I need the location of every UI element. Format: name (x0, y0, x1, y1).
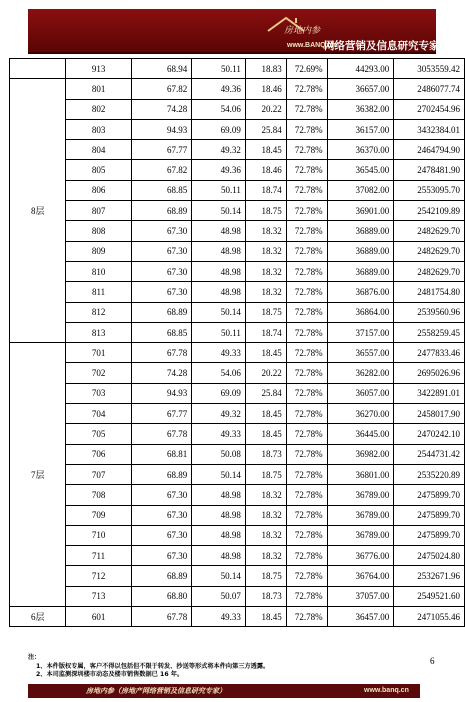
area-cell: 67.30 (131, 261, 192, 281)
inner-cell: 69.09 (192, 383, 246, 403)
floor-cell: 7层 (10, 343, 66, 607)
area-cell: 67.78 (131, 424, 192, 444)
price-cell: 36457.00 (327, 607, 394, 627)
price-cell: 36901.00 (327, 201, 394, 221)
area-cell: 68.89 (131, 201, 192, 221)
total-cell: 2532671.96 (394, 566, 465, 586)
share-cell: 18.45 (245, 404, 286, 424)
area-cell: 67.30 (131, 241, 192, 261)
inner-cell: 49.32 (192, 140, 246, 160)
price-cell: 36876.00 (327, 282, 394, 302)
inner-cell: 49.36 (192, 79, 246, 99)
share-cell: 18.32 (245, 485, 286, 505)
price-cell: 36157.00 (327, 119, 394, 139)
total-cell: 2475899.70 (394, 485, 465, 505)
inner-cell: 48.98 (192, 241, 246, 261)
room-cell: 812 (66, 302, 131, 322)
room-cell: 708 (66, 485, 131, 505)
price-cell: 36282.00 (327, 363, 394, 383)
area-cell: 68.94 (131, 59, 192, 79)
inner-cell: 50.11 (192, 180, 246, 200)
share-cell: 18.32 (245, 241, 286, 261)
ratio-cell: 72.78% (286, 241, 327, 261)
table-row (10, 221, 465, 241)
total-cell: 2702454.96 (394, 99, 465, 119)
area-cell: 74.28 (131, 99, 192, 119)
table-row (10, 464, 465, 484)
room-cell: 811 (66, 282, 131, 302)
price-cell: 36889.00 (327, 241, 394, 261)
room-cell: 813 (66, 322, 131, 342)
area-cell: 94.93 (131, 383, 192, 403)
area-cell: 68.85 (131, 180, 192, 200)
inner-cell: 50.14 (192, 201, 246, 221)
share-cell: 18.75 (245, 566, 286, 586)
ratio-cell: 72.78% (286, 99, 327, 119)
share-cell: 18.45 (245, 424, 286, 444)
table-row (10, 546, 465, 566)
table-row (10, 59, 465, 79)
total-cell: 3432384.01 (394, 119, 465, 139)
total-cell: 2481754.80 (394, 282, 465, 302)
inner-cell: 48.98 (192, 221, 246, 241)
ratio-cell: 72.78% (286, 302, 327, 322)
area-cell: 67.30 (131, 221, 192, 241)
share-cell: 25.84 (245, 383, 286, 403)
total-cell: 2535220.89 (394, 464, 465, 484)
ratio-cell: 72.78% (286, 282, 327, 302)
room-cell: 711 (66, 546, 131, 566)
table-row (10, 586, 465, 606)
share-cell: 18.73 (245, 586, 286, 606)
banner-title: 网络营销及信息研究专家 (324, 40, 440, 52)
price-cell: 44293.00 (327, 59, 394, 79)
table-row (10, 607, 465, 627)
ratio-cell: 72.78% (286, 160, 327, 180)
table-row (10, 424, 465, 444)
floor-cell (10, 59, 66, 79)
ratio-cell: 72.78% (286, 404, 327, 424)
ratio-cell: 72.78% (286, 383, 327, 403)
area-cell: 67.30 (131, 485, 192, 505)
total-cell: 2471055.46 (394, 607, 465, 627)
ratio-cell: 72.78% (286, 180, 327, 200)
price-cell: 36270.00 (327, 404, 394, 424)
price-cell: 36789.00 (327, 505, 394, 525)
ratio-cell: 72.78% (286, 140, 327, 160)
room-cell: 913 (66, 59, 131, 79)
table-row (10, 119, 465, 139)
room-cell: 808 (66, 221, 131, 241)
inner-cell: 50.11 (192, 322, 246, 342)
ratio-cell: 72.78% (286, 343, 327, 363)
share-cell: 18.83 (245, 59, 286, 79)
area-cell: 67.78 (131, 343, 192, 363)
ratio-cell: 72.69% (286, 59, 327, 79)
share-cell: 18.73 (245, 444, 286, 464)
table-row (10, 302, 465, 322)
price-cell: 36789.00 (327, 485, 394, 505)
total-cell: 2486077.74 (394, 79, 465, 99)
table-row (10, 363, 465, 383)
room-cell: 704 (66, 404, 131, 424)
share-cell: 18.75 (245, 302, 286, 322)
ratio-cell: 72.78% (286, 525, 327, 545)
room-cell: 804 (66, 140, 131, 160)
ratio-cell: 72.78% (286, 485, 327, 505)
price-cell: 36445.00 (327, 424, 394, 444)
table-row (10, 99, 465, 119)
inner-cell: 50.14 (192, 566, 246, 586)
room-cell: 712 (66, 566, 131, 586)
room-cell: 810 (66, 261, 131, 281)
room-cell: 807 (66, 201, 131, 221)
area-cell: 67.30 (131, 282, 192, 302)
area-cell: 68.80 (131, 586, 192, 606)
total-cell: 2470242.10 (394, 424, 465, 444)
footer-text: 房地内参（房地产网络营销及信息研究专家） (86, 686, 226, 695)
share-cell: 18.45 (245, 343, 286, 363)
table-row (10, 140, 465, 160)
ratio-cell: 72.78% (286, 546, 327, 566)
table-row (10, 180, 465, 200)
total-cell: 3422891.01 (394, 383, 465, 403)
area-cell: 67.30 (131, 505, 192, 525)
price-cell: 37082.00 (327, 180, 394, 200)
inner-cell: 50.14 (192, 464, 246, 484)
share-cell: 18.45 (245, 140, 286, 160)
inner-cell: 48.98 (192, 546, 246, 566)
inner-cell: 48.98 (192, 505, 246, 525)
price-cell: 36382.00 (327, 99, 394, 119)
total-cell: 2482629.70 (394, 221, 465, 241)
table-row (10, 444, 465, 464)
share-cell: 20.22 (245, 99, 286, 119)
total-cell: 2482629.70 (394, 241, 465, 261)
inner-cell: 49.32 (192, 404, 246, 424)
room-cell: 803 (66, 119, 131, 139)
ratio-cell: 72.78% (286, 464, 327, 484)
page-number: 6 (430, 656, 435, 666)
table-row (10, 525, 465, 545)
total-cell: 2542109.89 (394, 201, 465, 221)
inner-cell: 49.33 (192, 343, 246, 363)
price-cell: 36057.00 (327, 383, 394, 403)
price-cell: 36889.00 (327, 261, 394, 281)
header-banner (28, 9, 440, 54)
ratio-cell: 72.78% (286, 566, 327, 586)
total-cell: 2553095.70 (394, 180, 465, 200)
room-cell: 701 (66, 343, 131, 363)
inner-cell: 48.98 (192, 282, 246, 302)
share-cell: 18.46 (245, 160, 286, 180)
share-cell: 18.32 (245, 505, 286, 525)
total-cell: 2458017.90 (394, 404, 465, 424)
room-cell: 703 (66, 383, 131, 403)
table-row (10, 160, 465, 180)
total-cell: 2478481.90 (394, 160, 465, 180)
ratio-cell: 72.78% (286, 586, 327, 606)
table-row (10, 566, 465, 586)
price-table (9, 58, 465, 627)
footer-url: www.banq.cn (364, 687, 409, 694)
share-cell: 18.45 (245, 607, 286, 627)
area-cell: 67.82 (131, 79, 192, 99)
share-cell: 18.75 (245, 201, 286, 221)
room-cell: 707 (66, 464, 131, 484)
table-row (10, 505, 465, 525)
table-row (10, 79, 465, 99)
ratio-cell: 72.78% (286, 424, 327, 444)
inner-cell: 48.98 (192, 485, 246, 505)
room-cell: 806 (66, 180, 131, 200)
room-cell: 809 (66, 241, 131, 261)
inner-cell: 54.06 (192, 99, 246, 119)
share-cell: 18.32 (245, 261, 286, 281)
ratio-cell: 72.78% (286, 322, 327, 342)
area-cell: 67.30 (131, 546, 192, 566)
area-cell: 67.78 (131, 607, 192, 627)
room-cell: 601 (66, 607, 131, 627)
ratio-cell: 72.78% (286, 261, 327, 281)
share-cell: 25.84 (245, 119, 286, 139)
area-cell: 94.93 (131, 119, 192, 139)
total-cell: 2475899.70 (394, 505, 465, 525)
table-row (10, 343, 465, 363)
price-cell: 36889.00 (327, 221, 394, 241)
total-cell: 2544731.42 (394, 444, 465, 464)
total-cell: 2464794.90 (394, 140, 465, 160)
area-cell: 68.89 (131, 464, 192, 484)
total-cell: 2695026.96 (394, 363, 465, 383)
area-cell: 68.89 (131, 302, 192, 322)
table-row (10, 404, 465, 424)
room-cell: 702 (66, 363, 131, 383)
table-row (10, 322, 465, 342)
area-cell: 74.28 (131, 363, 192, 383)
total-cell: 2475899.70 (394, 525, 465, 545)
inner-cell: 50.11 (192, 59, 246, 79)
area-cell: 67.82 (131, 160, 192, 180)
share-cell: 18.46 (245, 79, 286, 99)
total-cell: 2549521.60 (394, 586, 465, 606)
room-cell: 801 (66, 79, 131, 99)
ratio-cell: 72.78% (286, 363, 327, 383)
notes-heading: 注： (28, 654, 41, 661)
price-cell: 36801.00 (327, 464, 394, 484)
share-cell: 18.74 (245, 180, 286, 200)
total-cell: 2482629.70 (394, 261, 465, 281)
share-cell: 18.74 (245, 322, 286, 342)
room-cell: 705 (66, 424, 131, 444)
floor-cell: 6层 (10, 607, 66, 627)
price-cell: 36657.00 (327, 79, 394, 99)
price-cell: 36789.00 (327, 525, 394, 545)
price-cell: 36776.00 (327, 546, 394, 566)
table-row (10, 201, 465, 221)
ratio-cell: 72.78% (286, 444, 327, 464)
total-cell: 3053559.42 (394, 59, 465, 79)
ratio-cell: 72.78% (286, 201, 327, 221)
share-cell: 20.22 (245, 363, 286, 383)
price-cell: 36557.00 (327, 343, 394, 363)
price-cell: 36370.00 (327, 140, 394, 160)
share-cell: 18.32 (245, 221, 286, 241)
room-cell: 706 (66, 444, 131, 464)
share-cell: 18.32 (245, 546, 286, 566)
ratio-cell: 72.78% (286, 79, 327, 99)
area-cell: 67.77 (131, 140, 192, 160)
brand-name: 房地内参 (284, 26, 321, 36)
inner-cell: 49.33 (192, 607, 246, 627)
price-cell: 36764.00 (327, 566, 394, 586)
floor-cell: 8层 (10, 79, 66, 343)
inner-cell: 50.07 (192, 586, 246, 606)
price-cell: 37057.00 (327, 586, 394, 606)
notes (28, 654, 420, 684)
ratio-cell: 72.78% (286, 607, 327, 627)
area-cell: 68.85 (131, 322, 192, 342)
price-cell: 37157.00 (327, 322, 394, 342)
total-cell: 2558259.45 (394, 322, 465, 342)
area-cell: 68.89 (131, 566, 192, 586)
area-cell: 67.30 (131, 525, 192, 545)
inner-cell: 49.33 (192, 424, 246, 444)
inner-cell: 54.06 (192, 363, 246, 383)
table-row (10, 282, 465, 302)
brand-url: www.BANQ.cn (287, 42, 336, 49)
inner-cell: 50.14 (192, 302, 246, 322)
area-cell: 68.81 (131, 444, 192, 464)
table-row (10, 485, 465, 505)
table-row (10, 383, 465, 403)
footer-bar (28, 684, 420, 698)
room-cell: 710 (66, 525, 131, 545)
price-cell: 36545.00 (327, 160, 394, 180)
room-cell: 709 (66, 505, 131, 525)
inner-cell: 48.98 (192, 261, 246, 281)
inner-cell: 50.08 (192, 444, 246, 464)
note-item: 1、本件版权专属，客户不得以包括但不限于转发、抄送等形式将本件向第三方透露。 (36, 662, 270, 670)
share-cell: 18.32 (245, 282, 286, 302)
table-row (10, 241, 465, 261)
share-cell: 18.75 (245, 464, 286, 484)
note-item: 2、本司监测深圳楼市动态及楼市销售数据已 16 年。 (36, 671, 184, 679)
total-cell: 2475024.80 (394, 546, 465, 566)
ratio-cell: 72.78% (286, 505, 327, 525)
total-cell: 2539560.96 (394, 302, 465, 322)
price-cell: 36864.00 (327, 302, 394, 322)
room-cell: 805 (66, 160, 131, 180)
area-cell: 67.77 (131, 404, 192, 424)
inner-cell: 49.36 (192, 160, 246, 180)
ratio-cell: 72.78% (286, 221, 327, 241)
price-cell: 36982.00 (327, 444, 394, 464)
ratio-cell: 72.78% (286, 119, 327, 139)
inner-cell: 48.98 (192, 525, 246, 545)
table-row (10, 261, 465, 281)
room-cell: 802 (66, 99, 131, 119)
share-cell: 18.32 (245, 525, 286, 545)
total-cell: 2477833.46 (394, 343, 465, 363)
inner-cell: 69.09 (192, 119, 246, 139)
room-cell: 713 (66, 586, 131, 606)
